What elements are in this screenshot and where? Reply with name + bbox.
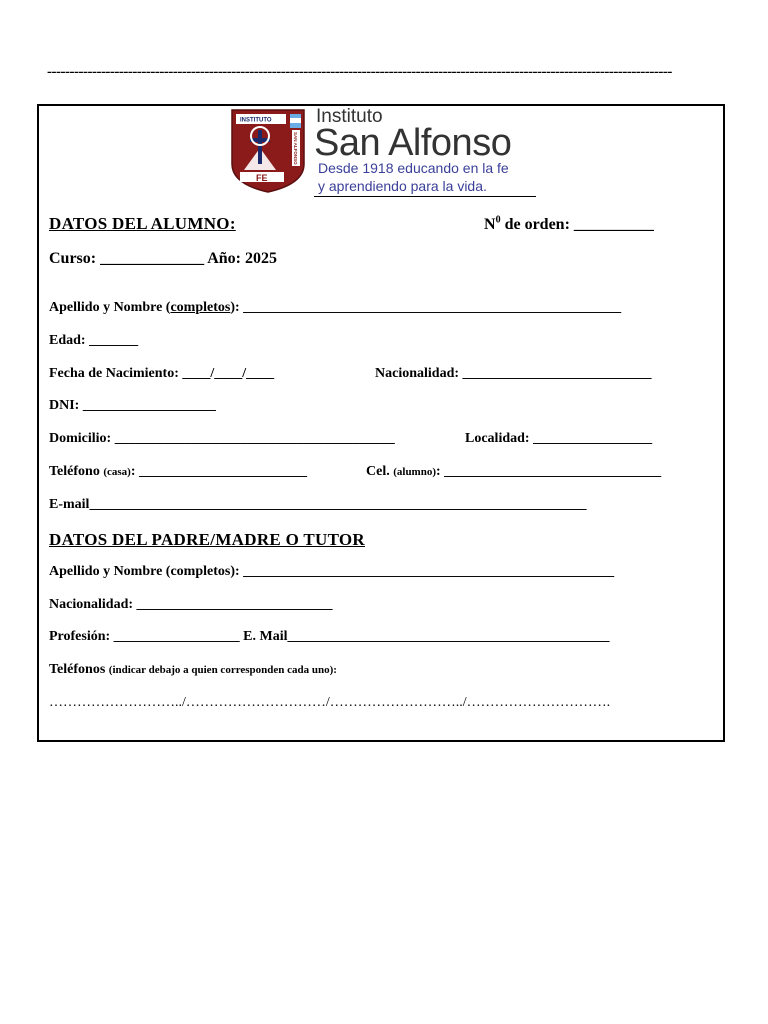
- crest-side-text: SAN ALFONSO: [293, 132, 298, 165]
- cell-label-c: : _______________________________: [436, 464, 662, 479]
- parent-section-heading: DATOS DEL PADRE/MADRE O TUTOR: [49, 530, 366, 549]
- home-phone-label-c: : ________________________: [130, 464, 307, 479]
- logo-tagline-1: Desde 1918 educando en la fe: [318, 160, 509, 176]
- cell-phone-field[interactable]: [366, 464, 661, 480]
- crest-top-text: INSTITUTO: [240, 117, 272, 124]
- logo-school-name: San Alfonso: [314, 122, 512, 164]
- dni-field[interactable]: DNI: ___________________: [49, 398, 216, 413]
- parent-name-field[interactable]: Apellido y Nombre (completos): _____________________________________________________: [49, 564, 615, 579]
- home-phone-label-b: (casa): [103, 466, 131, 478]
- course-year-field[interactable]: Curso: _____________ Año: 2025: [49, 250, 278, 267]
- order-sup: 0: [495, 214, 501, 226]
- student-nationality-field[interactable]: Nacionalidad: ___________________________: [375, 366, 652, 381]
- profession-email-field[interactable]: Profesión: __________________ E. Mail______________________________________________: [49, 629, 610, 644]
- school-logo: [230, 108, 536, 198]
- home-phone-label-a: Teléfono: [49, 464, 104, 479]
- student-name-label-b: completos: [170, 300, 231, 315]
- student-email-field[interactable]: E-mail_______________________________________________________________________: [49, 497, 587, 512]
- cell-label-b: (alumno): [393, 466, 436, 478]
- logo-underline: [314, 196, 536, 197]
- age-field[interactable]: Edad: _______: [49, 333, 139, 348]
- parent-nationality-field[interactable]: Nacionalidad: ____________________________: [49, 597, 333, 612]
- form-frame: [37, 104, 725, 742]
- phones-label-b: (indicar debajo a quien corresponden cada uno):: [108, 664, 337, 676]
- locality-field[interactable]: Localidad: _________________: [465, 431, 653, 446]
- crest-bottom-text: FE: [256, 173, 268, 183]
- address-field[interactable]: Domicilio: ________________________________________: [49, 431, 395, 446]
- crest-icon: [230, 108, 306, 194]
- phones-dotted-lines[interactable]: ………………………../…………………………/………………………../………………………….: [49, 695, 611, 710]
- cell-label-a: Cel.: [366, 464, 394, 479]
- logo-tagline-2: y aprendiendo para la vida.: [318, 178, 487, 194]
- student-name-label-c: ): ______________________________________________________: [230, 300, 622, 315]
- birth-date-field[interactable]: Fecha de Nacimiento: ____/____/____: [49, 366, 275, 381]
- logo-institute-label: Instituto: [316, 106, 383, 127]
- student-section-heading: DATOS DEL ALUMNO:: [49, 214, 236, 233]
- order-label: de orden: __________: [500, 216, 654, 233]
- phones-label-a: Teléfonos: [49, 662, 109, 677]
- order-number-field[interactable]: [484, 216, 654, 234]
- phones-label: [49, 662, 337, 678]
- home-phone-field[interactable]: [49, 464, 307, 480]
- order-n: N: [484, 216, 496, 233]
- student-name-label-a: Apellido y Nombre (: [49, 300, 171, 315]
- top-dashed-rule: -------------------------------------------------------------------------------------------------------------------------------------------: [47, 64, 672, 80]
- student-name-field[interactable]: [49, 300, 621, 316]
